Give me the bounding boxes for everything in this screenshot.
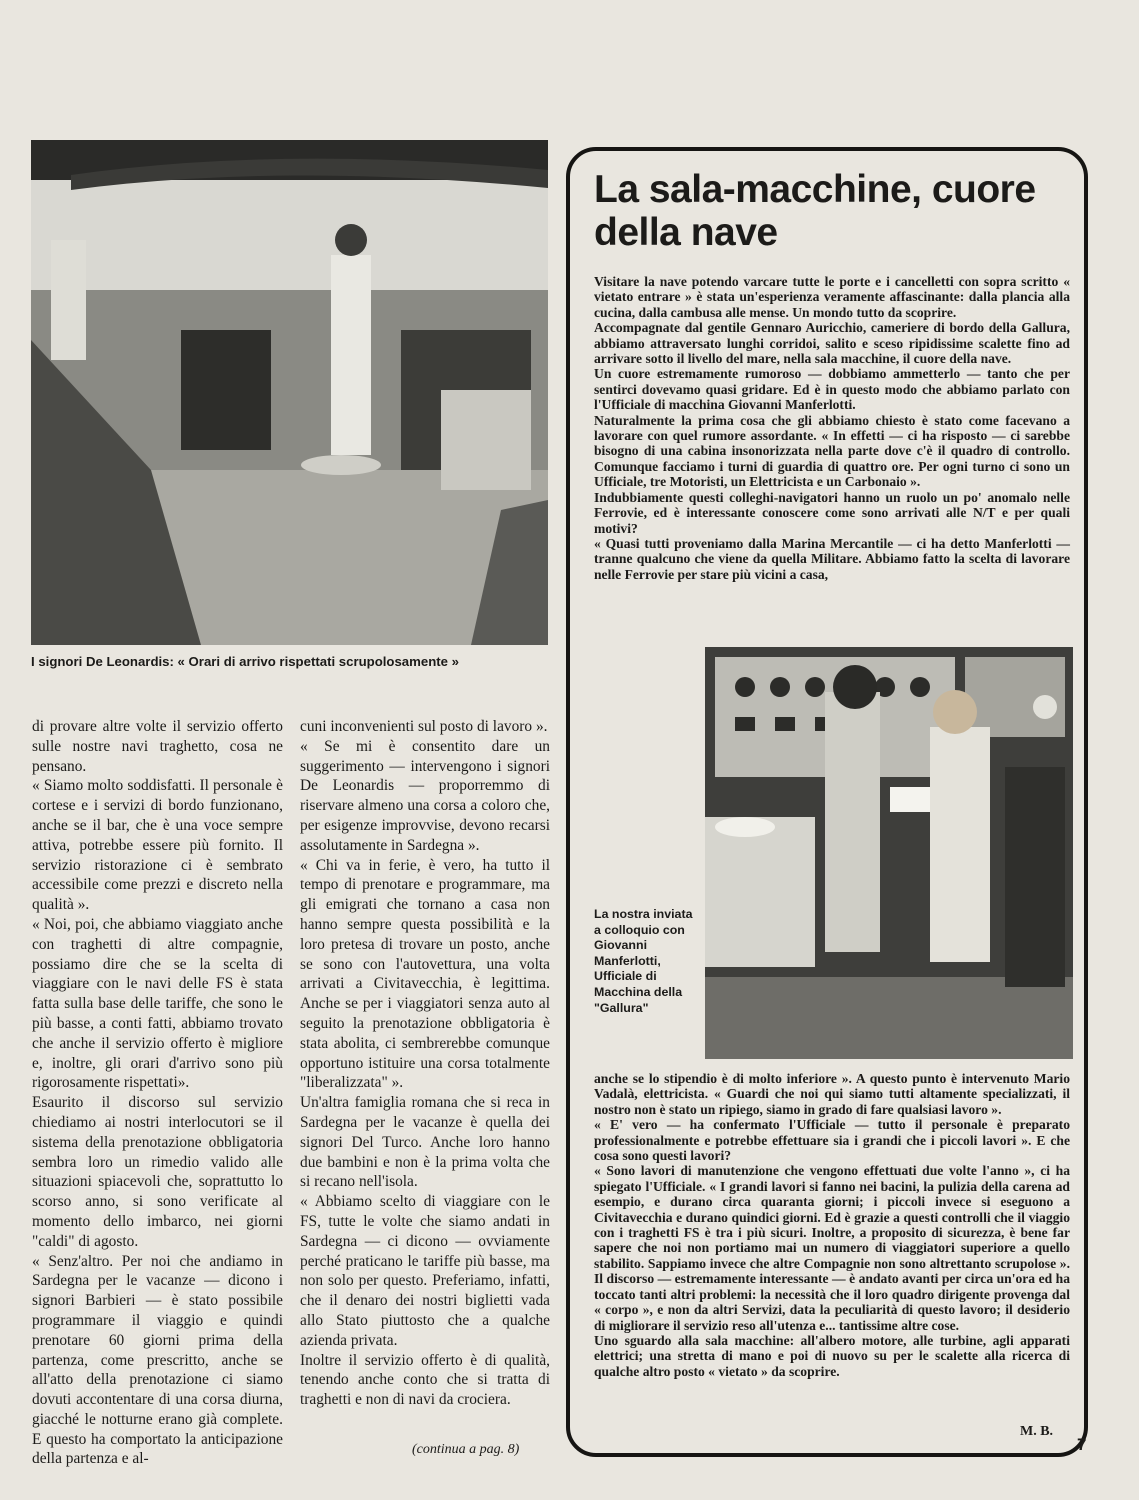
paragraph: « Noi, poi, che abbiamo viaggiato anche con traghetti di altre compagnie, possiamo dire che se la scelta di viaggiare con le navi delle FS è stata fatta sulla base delle tariffe, che sono le più basse, a conti fatti, abbiamo trovato che anche il servizio offerto è migliore e, inoltre, gli orari d'arrivo sono più rigorosamente rispettati». [32, 915, 283, 1092]
paragraph: Esaurito il discorso sul servizio chiediamo ai nostri interlocutori se il sistema della prenotazione obbligatoria sembra loro un rimedio valido alle situazioni spiacevoli che, soprattutto lo scorso anno, si sono verificate al momento dello imbarco, nei giorni "caldi" di agosto. [32, 1094, 283, 1250]
paragraph: « Se mi è consentito dare un suggerimento — intervengono i signori De Leonardis — proporremmo di riservare almeno una corsa a coloro che, per esigenze improvvise, devono recarsi assolutamente in Sardegna ». [300, 737, 550, 854]
paragraph: anche se lo stipendio è di molto inferiore ». A questo punto è intervenuto Mario Vadalà, elettricista. « Guardi che noi qui siamo tutti altamente specializzati, il nostro non è stato un ripiego, siamo in grado di fare qualsiasi lavoro ». [594, 1071, 1070, 1117]
paragraph: « Abbiamo scelto di viaggiare con le FS, tutte le volte che siamo andati in Sardegna — ci dicono — ovviamente perché praticano le tariffe più basse, ma non solo per questo. Preferiamo, infatti, che il denaro dei nostri biglietti vada allo Stato piuttosto che a qualche azienda privata. [300, 1193, 550, 1349]
sidebar-title: La sala-macchine, cuore della nave [594, 168, 1036, 254]
paragraph: « Chi va in ferie, è vero, ha tutto il tempo di prenotare e programmare, ma gli emigrati che tornano a casa non hanno sempre questa possibilità e la loro pretesa di trovare un posto, anche se sono con l'autovettura, una volta arrivati a Civitavecchia, è legittima. Anche se per i viaggiatori senza auto al seguito la prenotazione obbligatoria è stata abolita, ci sembrerebbe comunque opportuno istituire una corsa totalmente "liberalizzata" ». [300, 856, 550, 1092]
paragraph: Indubbiamente questi colleghi-navigatori hanno un ruolo un po' anomalo nelle Ferrovie, ed è interessante conoscere come sono arrivati alle N/T e per quali motivi? [594, 489, 1070, 536]
paragraph: « Sono lavori di manutenzione che vengono effettuati due volte l'anno », ci ha spiegato l'Ufficiale. « I grandi lavori si fanno nei bacini, la pulizia della carena ad esempio, e durano circa quaranta giorni; i piccoli invece si eseguono a Civitavecchia e durano quindici giorni. Ed è grazie a questi controlli che il viaggio con i traghetti FS è tra i più sicuri. Inoltre, a proposito di sicurezza, è bene far sapere che noi non portiamo mai un numero di viaggiatori superiore a quello stabilito. Sappiamo invece che altre Compagnie non sono altrettanto scrupolose ». Il discorso — estremamente interessante — è andato avanti per circa un'ora ed ha toccato tanti altri problemi: la necessità che il loro quadro dirigente provenga dal « corpo », e non da altri Servizi, data la peculiarità di questo lavoro; il desiderio di migliorare il servizio reso all'utenza e... tantissime altre cose. [594, 1163, 1070, 1333]
paragraph: Un'altra famiglia romana che si reca in Sardegna per le vacanze è quella dei signori Del Turco. Anche loro hanno due bambini e non è la prima volta che si recano nell'isola. [300, 1094, 550, 1191]
paragraph: Visitare la nave potendo varcare tutte le porte e i cancelletti con sopra scritto « vietato entrare » è stata un'esperienza veramente affascinante: dalla plancia alla cucina, dalla cambusa alle mense. Un mondo tutto da scoprire. [594, 274, 1070, 320]
continued-note: (continua a pag. 8) [412, 1442, 520, 1457]
paragraph: Accompagnate dal gentile Gennaro Auricchio, cameriere di bordo della Gallura, abbiamo attraversato lunghi corridoi, salito e sceso ripidissime scalette fino ad arrivare sotto il livello del mare, nella sala macchine, il cuore della nave. [594, 320, 1070, 367]
sidebar-text-bottom [594, 1071, 1070, 1379]
article-column-1 [32, 717, 283, 1469]
paragraph: « E' vero — ha confermato l'Ufficiale — tutto il personale è preparato professionalmente e potrebbe effettuare sia i grandi che i piccoli lavori ». E che cosa sono questi lavori? [594, 1117, 1070, 1164]
engine-photo-caption: La nostra inviata a colloquio con Giovanni Manferlotti, Ufficiale di Macchina della "Gallura" [594, 907, 693, 1015]
article-column-2 [300, 717, 550, 1410]
paragraph: Un cuore estremamente rumoroso — dobbiamo ammetterlo — tanto che per sentirci dovevamo quasi gridare. Ed è in questo modo che abbiamo parlato con l'Ufficiale di macchina Giovanni Manferlotti. [594, 366, 1070, 413]
engine-room-illustration [705, 647, 1073, 1059]
paragraph: di provare altre volte il servizio offerto sulle nostre navi traghetto, cosa ne pensano. [32, 718, 283, 775]
author-signature: M. B. [1020, 1424, 1054, 1439]
deck-scene-illustration [31, 140, 548, 645]
paragraph: « Siamo molto soddisfatti. Il personale è cortese e i servizi di bordo funzionano, anche se il bar, che è una voce sempre attiva, potrebbe essere più fornito. Il servizio ristorazione ci è sembrato accessibile come prezzi e discreto nella qualità ». [32, 777, 283, 914]
paragraph: Uno sguardo alla sala macchine: all'albero motore, alle turbine, agli apparati elettrici; una stretta di mano e poi di nuovo su per le scalette alla ricerca di qualche altro posto « vietato » da scoprire. [594, 1332, 1070, 1379]
paragraph: « Senz'altro. Per noi che andiamo in Sardegna per le vacanze — dicono i signori Barbieri — è stato possibile programmare il viaggio e quindi prenotare 60 giorni prima della partenza, come prescritto, anche se all'atto della prenotazione ci siamo dovuti accontentare di una corsa diurna, giacché le notturne erano già complete. E questo ha comportato la anticipazione della partenza e al- [32, 1252, 283, 1468]
paragraph: cuni inconvenienti sul posto di lavoro ». [300, 718, 548, 735]
deck-photo-caption: I signori De Leonardis: « Orari di arrivo rispettati scrupolosamente » [31, 654, 459, 669]
sidebar-text-top [594, 274, 1070, 582]
deck-passengers-photo [31, 140, 548, 645]
paragraph: Naturalmente la prima cosa che gli abbiamo chiesto è stato come facevano a lavorare con quel rumore assordante. « In effetti — ci ha risposto — ci sarebbe bisogno di una cabina insonorizzata nella parte dove c'è il quadro di controllo. Comunque facciamo i turni di guardia di quattro ore. Per ogni turno ci sono un Ufficiale, tre Motoristi, un Elettricista e un Carbonaio ». [594, 412, 1070, 490]
paragraph: « Quasi tutti proveniamo dalla Marina Mercantile — ci ha detto Manferlotti — tranne qualcuno che viene da quella Militare. Abbiamo fatto la scelta di lavorare nelle Ferrovie per stare più vicini a casa, [594, 535, 1070, 582]
page-number: 7 [1077, 1435, 1087, 1454]
paragraph: Inoltre il servizio offerto è di qualità, tenendo anche conto che si tratta di traghetti e non di navi da crociera. [300, 1351, 550, 1409]
engine-room-photo [705, 647, 1073, 1059]
